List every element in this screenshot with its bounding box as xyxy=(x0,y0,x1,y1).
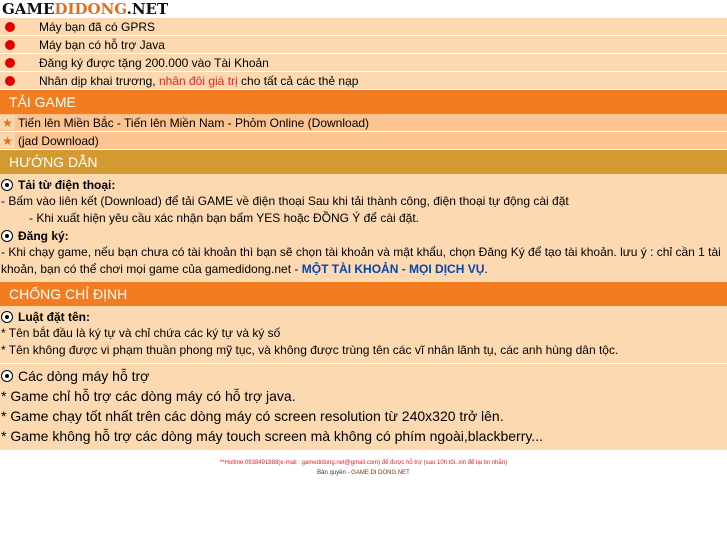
star-icon: ★ xyxy=(0,133,15,148)
notice-suffix: cho tất cả các thẻ nạp xyxy=(237,73,359,88)
soccer-ball-icon xyxy=(1,230,13,242)
naming-rule-1: * Tên bắt đầu là ký tự và chỉ chứa các ký tự và ký số xyxy=(1,326,281,340)
download-guide-heading xyxy=(0,176,727,193)
red-bullet-icon xyxy=(5,40,15,50)
notice-text: Máy bạn đã có GPRS xyxy=(39,19,156,34)
register-guide-text xyxy=(0,244,727,278)
footer-hotline: **Hotline:0938491888(e-mail : gamedidong.net@gmail.com) để được hỗ trợ (sau 10h tối..xin để lại tin nhắn) xyxy=(219,460,508,466)
download-guide-step2: - Khi xuất hiện yêu cầu xác nhận bạn bấm YES hoặc ĐỒNG Ý để cài đặt. xyxy=(29,211,420,225)
notice-prefix: Nhân dịp khai trương, xyxy=(39,73,159,88)
naming-rule-2: * Tên không được vi phạm thuần phong mỹ tục, và không được trùng tên các vĩ nhân lãnh tụ, các anh hùng dân tộc. xyxy=(1,343,619,357)
naming-rules-panel xyxy=(0,306,727,363)
jad-download-link[interactable]: (jad Download) xyxy=(18,133,99,148)
download-guide-title: Tải từ điện thoại: xyxy=(18,177,116,192)
notice-highlight: nhân đôi giá trị xyxy=(158,73,238,88)
red-bullet-icon xyxy=(5,58,15,68)
one-account-link[interactable]: MỘT TÀI KHOẢN - MỌI DỊCH VỤ xyxy=(301,262,485,276)
supported-devices-heading xyxy=(0,366,727,386)
footer-copyright xyxy=(0,468,727,478)
soccer-ball-icon xyxy=(1,370,13,382)
logo-part-game: GAME xyxy=(2,0,55,18)
notice-text xyxy=(39,74,358,88)
soccer-ball-icon xyxy=(1,311,13,323)
copyright-prefix: Bản quyền - xyxy=(317,470,352,476)
register-end: . xyxy=(484,262,488,276)
logo-part-net: .NET xyxy=(126,0,169,18)
notice-item xyxy=(0,54,727,71)
huong-dan-panel xyxy=(0,174,727,282)
jad-download-row xyxy=(0,132,727,149)
register-guide-heading xyxy=(0,227,727,244)
site-logo[interactable] xyxy=(0,0,727,18)
device-note-1: * Game chỉ hỗ trợ các dòng máy có hỗ trợ java. xyxy=(1,388,296,404)
notice-item xyxy=(0,18,727,35)
device-note-3: * Game không hỗ trợ các dòng máy touch screen mà không có phím ngoài,blackberry... xyxy=(1,428,543,444)
register-text: - Khi chạy game, nếu bạn chưa có tài khoản thì bạn sẽ chọn tài khoản và mật khẩu, chọn Đăng Ký để tạo tài khoản. lưu ý : chỉ cần 1 tài khoản, bạn có thể chơi mọi game của gamedidong.net - xyxy=(1,245,721,276)
device-note-2: * Game chạy tốt nhất trên các dòng máy có screen resolution từ 240x320 trở lên. xyxy=(1,408,504,424)
soccer-ball-icon xyxy=(1,179,13,191)
copyright-link[interactable]: GAME DI DONG.NET xyxy=(351,470,410,476)
register-guide-title: Đăng ký: xyxy=(18,228,69,243)
notice-item xyxy=(0,72,727,89)
huong-dan-header: HƯỚNG DẪN xyxy=(0,150,727,174)
notice-item xyxy=(0,36,727,53)
naming-rules-title: Luật đặt tên: xyxy=(18,309,90,324)
notice-list xyxy=(0,18,727,89)
tai-game-header: TẢI GAME xyxy=(0,90,727,114)
chong-chi-dinh-header: CHỐNG CHỈ ĐỊNH xyxy=(0,282,727,306)
download-guide-step1: - Bấm vào liên kết (Download) để tải GAME về điện thoại Sau khi tải thành công, điện thoại tự động cài đặt xyxy=(1,194,569,208)
supported-devices-title: Các dòng máy hỗ trợ xyxy=(18,368,150,384)
game-download-link[interactable]: Tiến lên Miền Bắc - Tiến lên Miền Nam - Phỏm Online (Download) xyxy=(18,115,370,130)
star-icon: ★ xyxy=(0,115,15,130)
game-download-row xyxy=(0,114,727,131)
notice-text: Đăng ký được tặng 200.000 vào Tài Khoản xyxy=(39,55,269,70)
notice-text: Máy bạn có hỗ trợ Java xyxy=(39,37,165,52)
naming-rules-heading xyxy=(0,308,727,325)
red-bullet-icon xyxy=(5,76,15,86)
supported-devices-panel xyxy=(0,364,727,450)
logo-part-didong: DIDONG xyxy=(54,0,127,18)
red-bullet-icon xyxy=(5,22,15,32)
